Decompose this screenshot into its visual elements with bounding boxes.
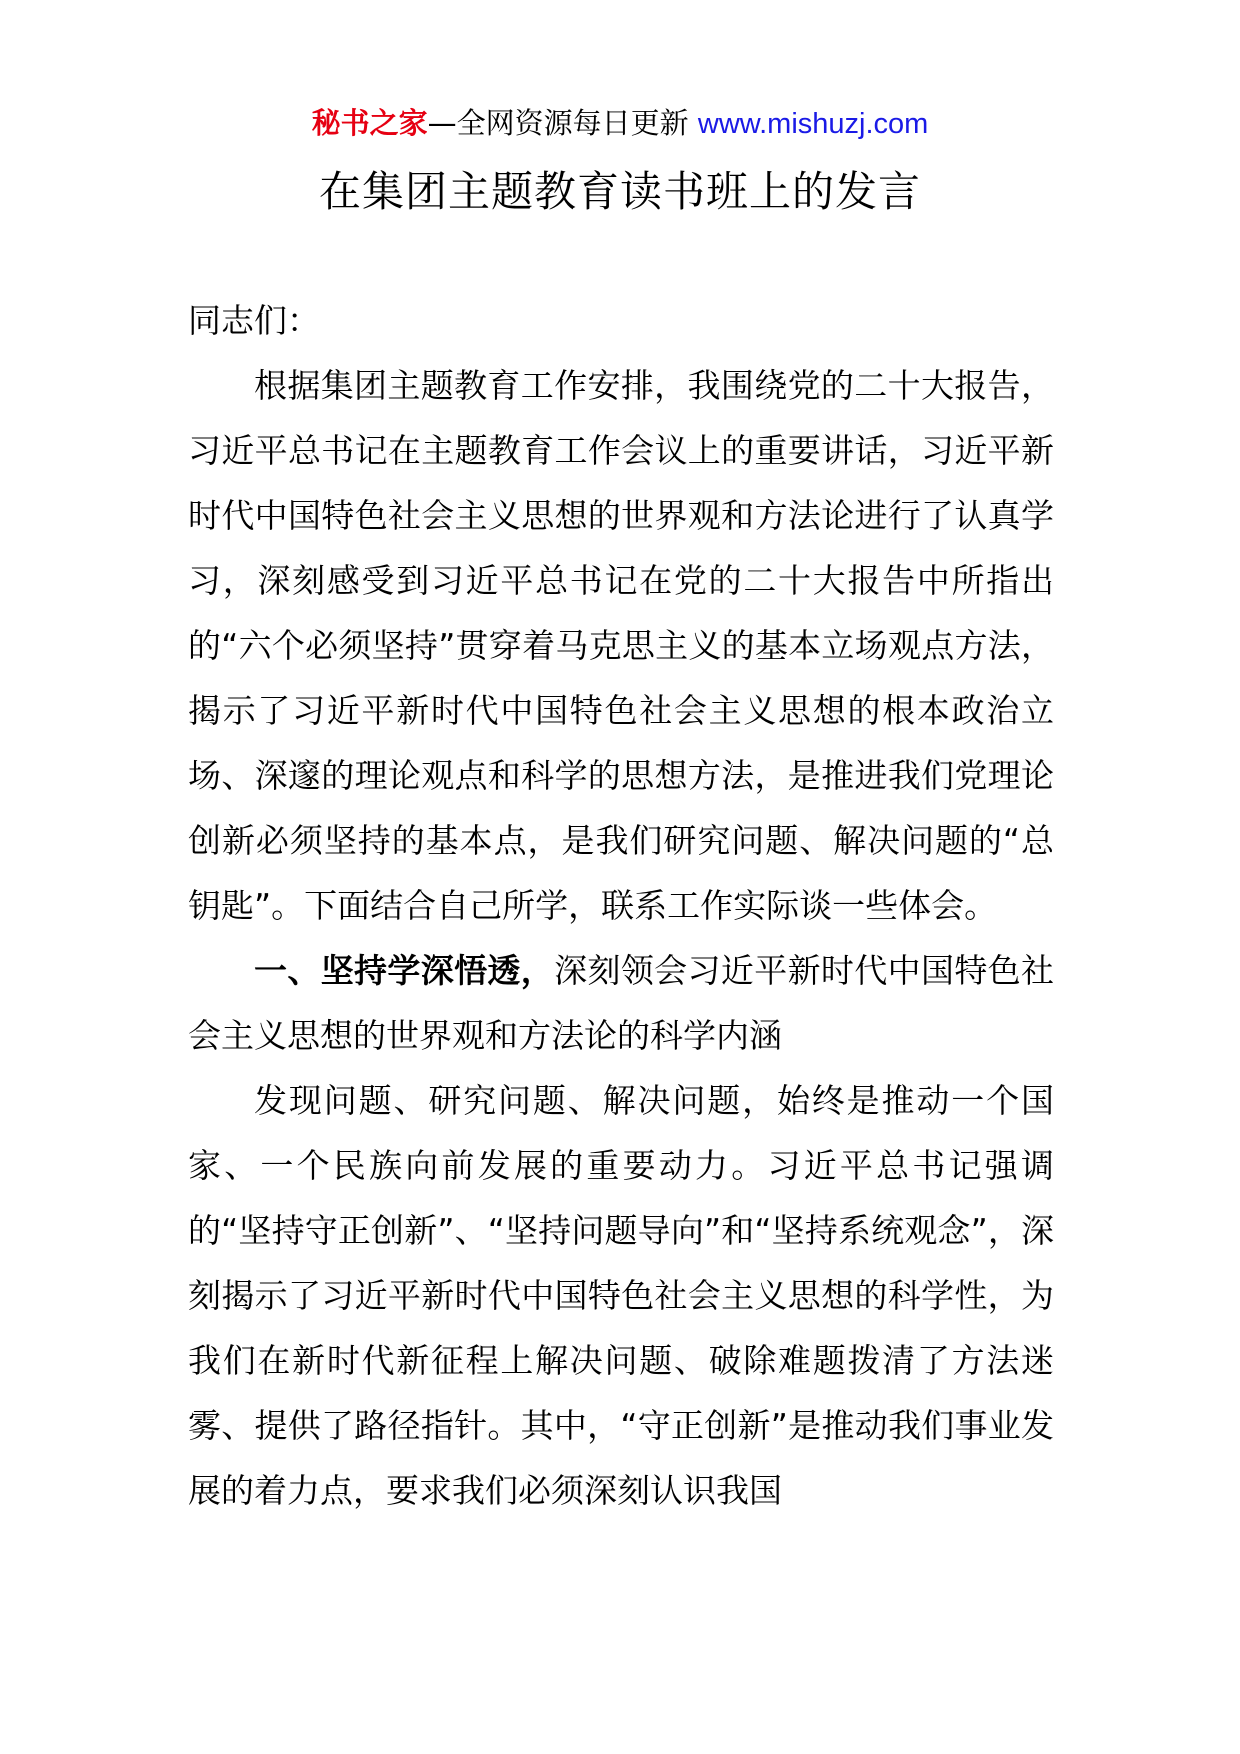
paragraph: 发现问题、研究问题、解决问题，始终是推动一个国家、一个民族向前发展的重要动力。习近平总书记强调的“坚持守正创新”、“坚持问题导向”和“坚持系统观念”，深刻揭示了习近平新时代中国特色社会主义思想的科学性，为我们在新时代新征程上解决问题、破除难题拨清了方法迷雾、提供了路径指针。其中，“守正创新”是推动我们事业发展的着力点，要求我们必须深刻认识我国 [188,1081,1054,1510]
section-heading-text: 深刻领会习近平新时代中国特色社会主义思想的世界观和方法论的科学内涵 [188,951,1055,1055]
watermark-banner [0,100,1240,147]
brand-name: 秘书之家 [311,106,428,140]
brand-slogan: —全网资源每日更新 [427,106,698,140]
paragraph: 根据集团主题教育工作安排，我围绕党的二十大报告，习近平总书记在主题教育工作会议上的重要讲话，习近平新时代中国特色社会主义思想的世界观和方法论进行了认真学习，深刻感受到习近平总书记在党的二十大报告中所指出的“六个必须坚持”贯穿着马克思主义的基本立场观点方法，揭示了习近平新时代中国特色社会主义思想的根本政治立场、深邃的理论观点和科学的思想方法，是推进我们党理论创新必须坚持的基本点，是我们研究问题、解决问题的“总钥匙”。下面结合自己所学，联系工作实际谈一些体会。 [188,366,1054,925]
site-url[interactable]: www.mishuzj.com [697,108,929,140]
document-title: 在集团主题教育读书班上的发言 [318,167,921,216]
section-heading-lead: 一、坚持学深悟透， [254,951,555,990]
section-heading [188,938,1054,1068]
salutation: 同志们： [188,301,320,340]
document-body [188,288,1054,1523]
